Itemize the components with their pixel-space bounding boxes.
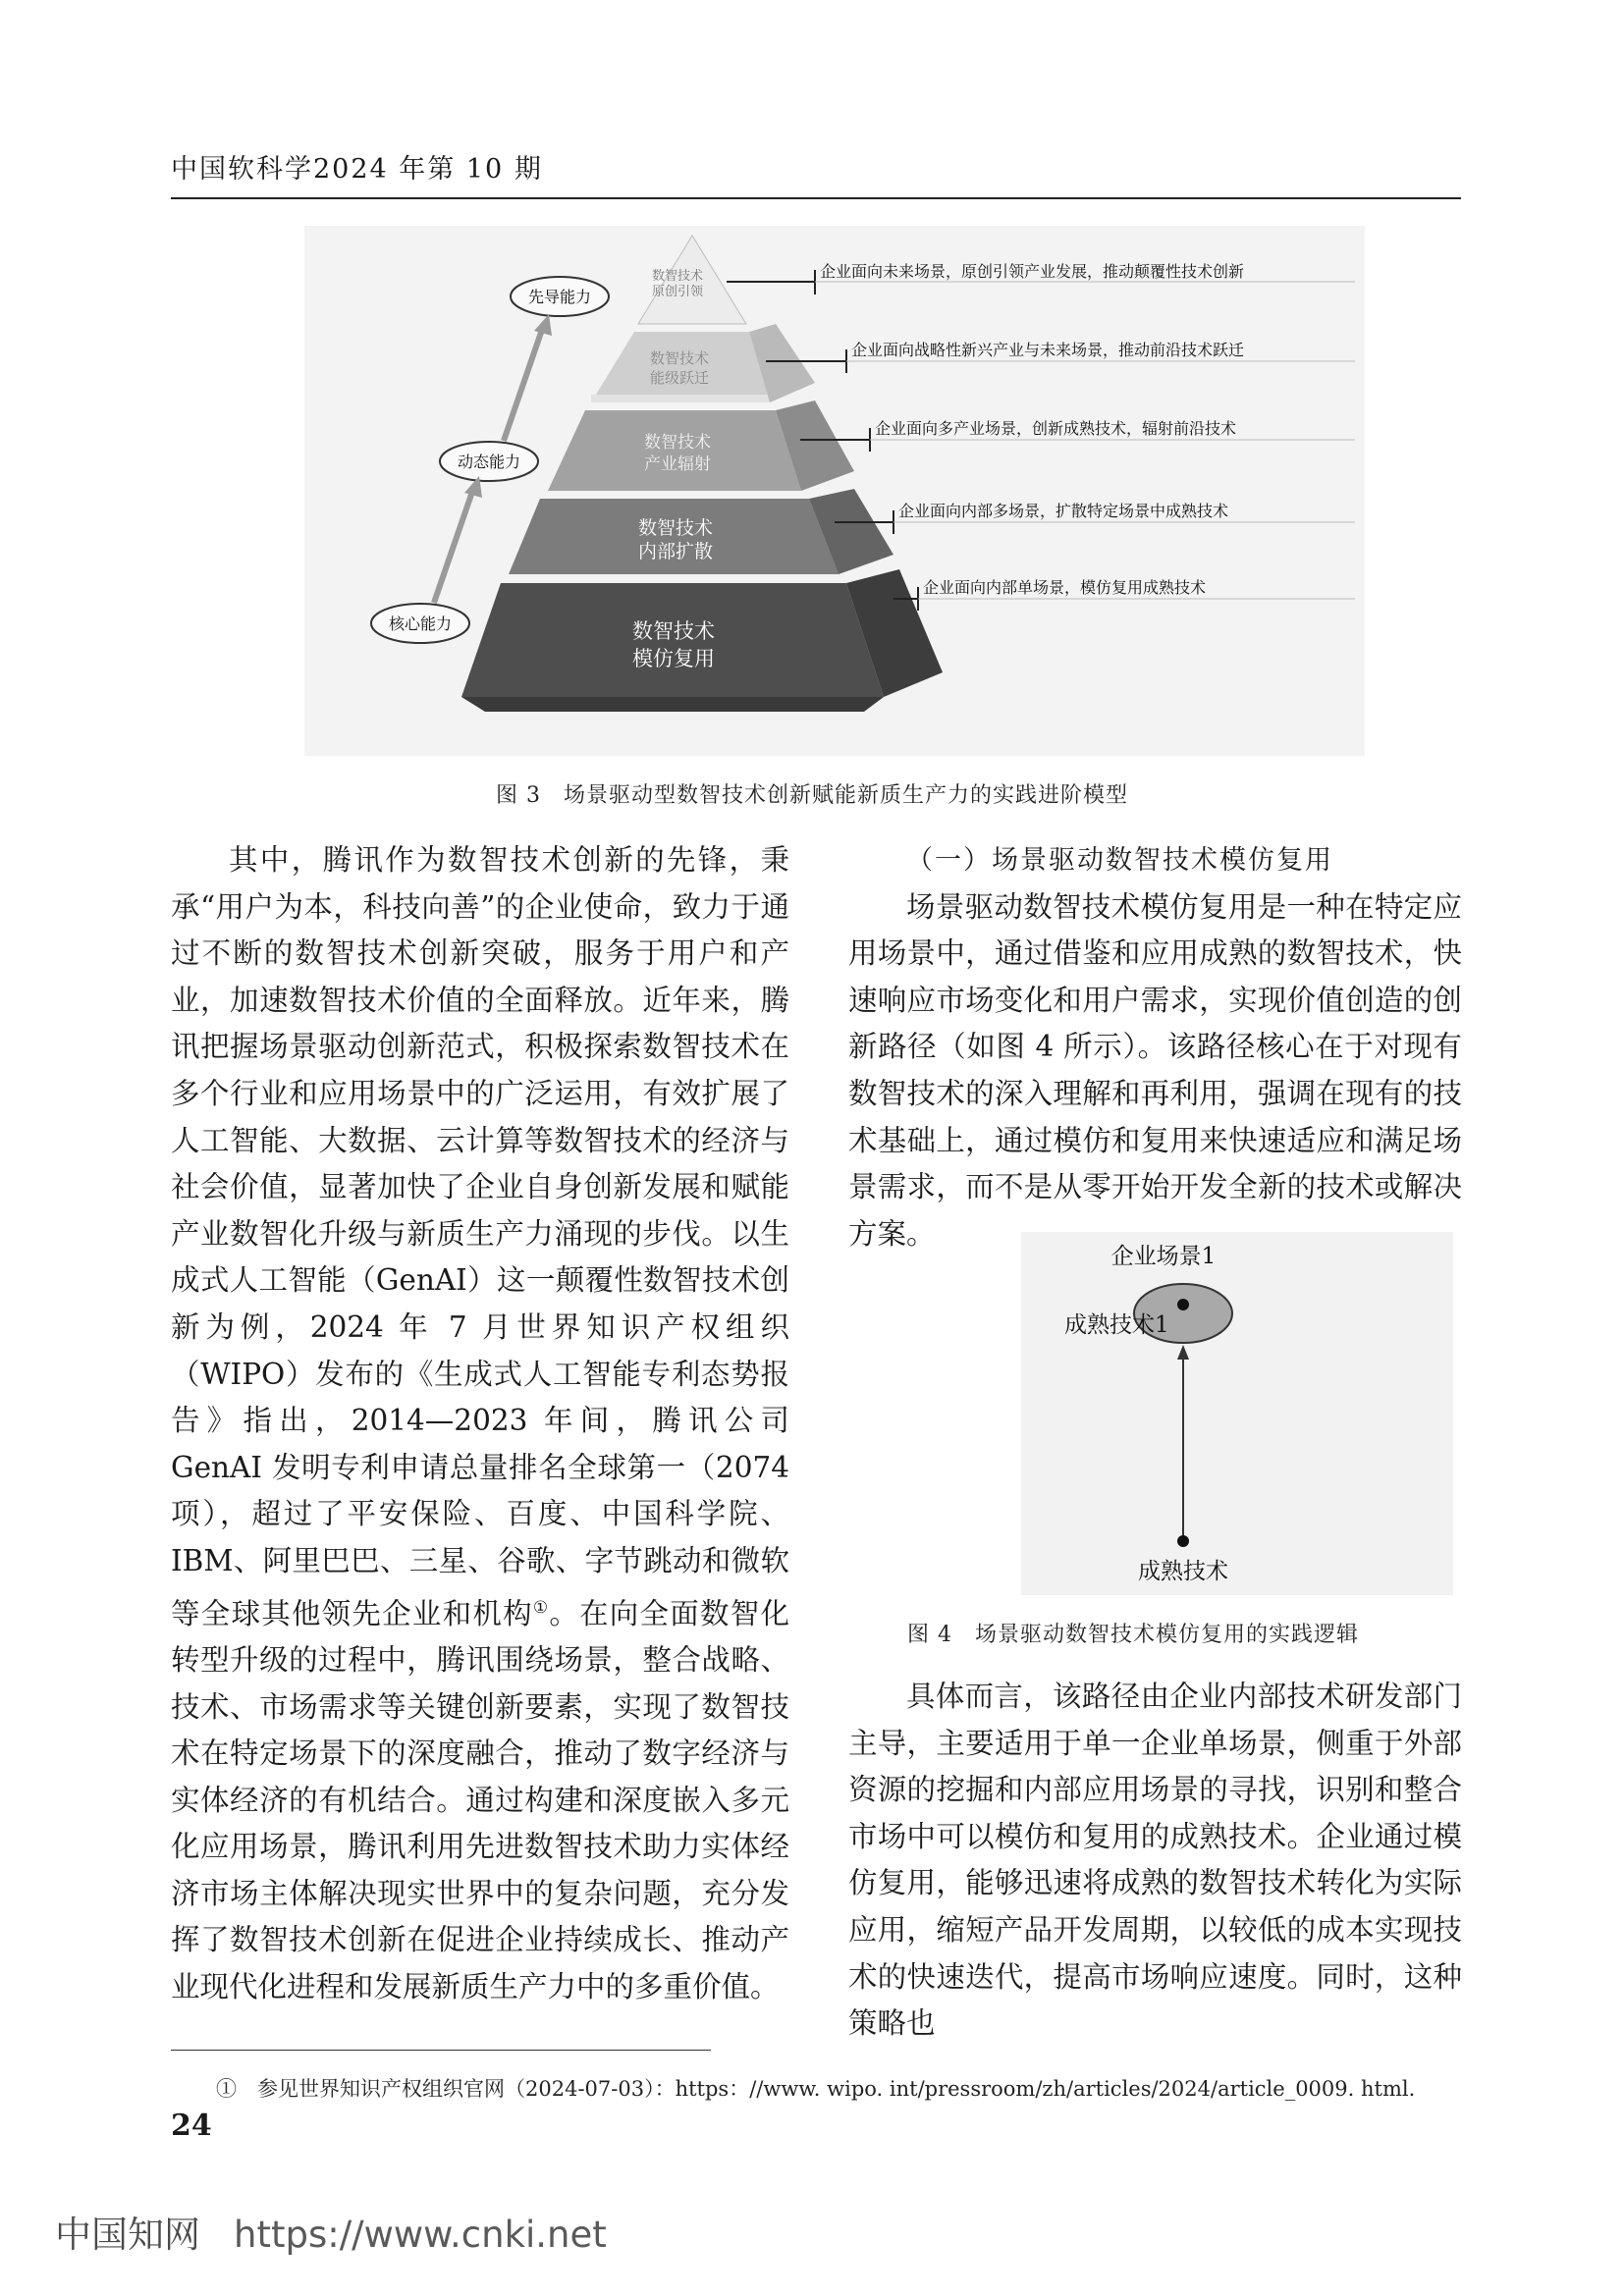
tier-4-desc-text: 企业面向内部多场景，扩散特定场景中成熟技术: [898, 502, 1229, 520]
left-paragraph-continued: 。在向全面数智化转型升级的过程中，腾讯围绕场景，整合战略、技术、市场需求等关键创新要素，实现了数智技术在特定场景下的深度融合，推动了数字经济与实体经济的有机结合。通过构建和深度嵌入多元化应用场景，腾讯利用先进数智技术助力实体经济市场主体解决现实世界中的复杂问题，充分发挥了数智技术创新在促进企业持续成长、推动产业现代化进程和发展新质生产力中的多重价值。: [171, 1596, 789, 2004]
figure-4-diagram: [1021, 1232, 1453, 1595]
tier-5-line2: 模仿复用: [632, 647, 715, 670]
left-paragraph: [171, 837, 789, 2011]
footnote-marker[interactable]: ①: [532, 1597, 550, 1618]
left-paragraph-text: 其中，腾讯作为数智技术创新的先锋，秉承“用户为本，科技向善”的企业使命，致力于通过不断的数智技术创新突破，服务于用户和产业，加速数智技术价值的全面释放。近年来，腾讯把握场景驱动创新范式，积极探索数智技术在多个行业和应用场景中的广泛运用，有效扩展了人工智能、大数据、云计算等数智技术的经济与社会价值，显著加快了企业自身创新发展和赋能产业数智化升级与新质生产力涌现的步伐。以生成式人工智能（GenAI）这一颠覆性数智技术创新为例，2024 年 7 月世界知识产权组织（WIPO）发布的《生成式人工智能专利态势报告》指出，2014—2023 年间，腾讯公司 GenAI 发明专利申请总量排名全球第一（2074 项），超过了平安保险、百度、中国科学院、IBM、阿里巴巴、三星、谷歌、字节跳动和微软等全球其他领先企业和机构: [171, 843, 789, 1630]
watermark: [55, 2205, 607, 2258]
footnote: ① 参见世界知识产权组织官网（2024-07-03）：https：//www. wipo. int/pressroom/zh/articles/2024/article_0009. html.: [216, 2077, 1416, 2101]
section-heading: （一）场景驱动数智技术模仿复用: [906, 845, 1333, 876]
left-column: [171, 837, 789, 2011]
tier-3-line2: 产业辐射: [644, 454, 711, 474]
figure-3-caption: 图 3 场景驱动型数智技术创新赋能新质生产力的实践进阶模型: [496, 783, 1128, 808]
fig4-tech-dot: [1177, 1299, 1189, 1310]
figure-3-pyramid: [304, 226, 1365, 756]
running-header: 中国软科学2024 年第 10 期: [171, 154, 543, 185]
header-divider: [171, 197, 1461, 199]
tier-1-desc-text: 企业面向未来场景，原创引领产业发展，推动颠覆性技术创新: [820, 262, 1245, 281]
capability-leading: [511, 277, 609, 316]
watermark-brand: 中国知网: [55, 2214, 200, 2256]
capability-dynamic-label: 动态能力: [457, 453, 521, 471]
footnote-divider: [171, 2050, 711, 2051]
figure-4-caption: 图 4 场景驱动数智技术模仿复用的实践逻辑: [907, 1623, 1359, 1647]
capability-leading-label: 先导能力: [527, 288, 592, 306]
tier-2-line1: 数智技术: [649, 349, 710, 367]
tier-3-desc-text: 企业面向多产业场景，创新成熟技术，辐射前沿技术: [875, 419, 1237, 438]
fig4-base-label: 成熟技术: [1138, 1559, 1228, 1584]
tier-2-line2: 能级跃迁: [649, 369, 710, 387]
tier-1-line2: 原创引领: [651, 285, 704, 299]
tier-4-line1: 数智技术: [637, 517, 714, 539]
right-paragraph-2: 具体而言，该路径由企业内部技术研发部门主导，主要适用于单一企业单场景，侧重于外部资源的挖掘和内部应用场景的寻找，识别和整合市场中可以模仿和复用的成熟技术。企业通过模仿复用，能够迅速将成熟的数智技术转化为实际应用，缩短产品开发周期，以较低的成本实现技术的快速迭代，提高市场响应速度。同时，这种策略也: [848, 1680, 1462, 2041]
fig4-tech1-label: 成熟技术1: [1064, 1312, 1169, 1338]
watermark-url[interactable]: https://www.cnki.net: [234, 2214, 607, 2256]
page-number: 24: [171, 2109, 212, 2143]
tier-1-line1: 数智技术: [651, 269, 704, 284]
fig4-scene-label: 企业场景1: [1110, 1244, 1217, 1269]
fig4-base-dot: [1177, 1535, 1189, 1547]
tier-2-desc-text: 企业面向战略性新兴产业与未来场景，推动前沿技术跃迁: [851, 341, 1245, 359]
tier-4-line2: 内部扩散: [637, 541, 714, 562]
tier-5-desc-text: 企业面向内部单场景，模仿复用成熟技术: [923, 578, 1207, 597]
right-paragraph-1: 场景驱动数智技术模仿复用是一种在特定应用场景中，通过借鉴和应用成熟的数智技术，快速响应市场变化和用户需求，实现价值创造的创新路径（如图 4 所示）。该路径核心在于对现有数智技术的深入理解和再利用，强调在现有的技术基础上，通过模仿和复用来快速适应和满足场景需求，而不是从零开始开发全新的技术或解决方案。: [848, 889, 1462, 1251]
tier-5-line1: 数智技术: [632, 619, 715, 643]
right-column-bottom: [848, 1674, 1462, 2048]
right-column-top: [848, 837, 1462, 1257]
capability-dynamic: [440, 442, 538, 481]
tier-3-line1: 数智技术: [644, 433, 711, 453]
capability-core: [371, 604, 469, 643]
capability-core-label: 核心能力: [388, 614, 453, 633]
